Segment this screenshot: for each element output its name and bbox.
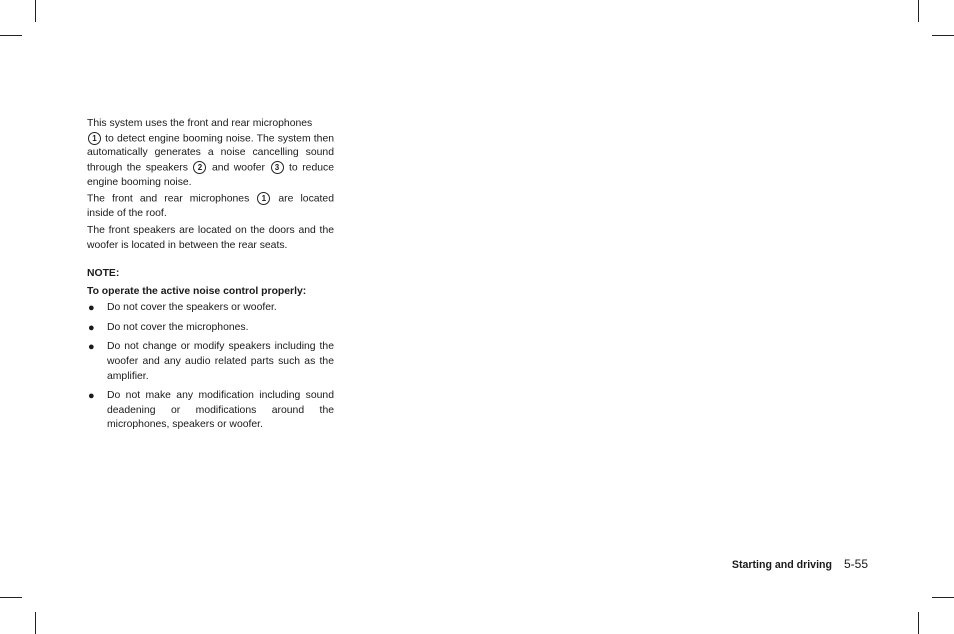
text: and woofer [207, 162, 270, 174]
list-item [87, 340, 334, 384]
text: This system uses the front and rear microphones [87, 118, 313, 129]
text-column [87, 117, 334, 438]
bullet-text: Do not cover the microphones. [107, 321, 249, 333]
text: are located inside of the roof. [87, 193, 334, 220]
bullet-icon: ● [88, 321, 95, 334]
paragraph-system-description [87, 117, 334, 190]
section-title: Starting and driving [731, 559, 832, 571]
paragraph-microphone-location [87, 192, 334, 221]
bullet-icon: ● [88, 341, 95, 354]
bullet-text: Do not make any modification including sound deadening or modifications around the microphones, speakers or woofer. [107, 390, 334, 431]
callout-number-icon: 2 [193, 161, 206, 174]
bullet-text: Do not change or modify speakers including the woofer and any audio related parts such as the amplifier. [107, 341, 334, 382]
crop-mark [918, 0, 919, 22]
callout-number-icon: 3 [271, 161, 284, 174]
bullet-text: Do not cover the speakers or woofer. [107, 302, 277, 314]
list-item [87, 301, 334, 316]
text: to reduce engine booming noise. [87, 162, 334, 188]
crop-mark [35, 0, 36, 22]
page-footer [732, 557, 868, 571]
note-bullet-list [87, 301, 334, 433]
list-item [87, 321, 334, 336]
note-heading: To operate the active noise control properly: [87, 285, 307, 297]
paragraph-speaker-location: The front speakers are located on the doors and the woofer is located in between the rear seats. [87, 224, 334, 251]
page-number: 5-55 [843, 557, 868, 571]
text: to detect engine booming noise. The system then automatically generates a noise cancelling sound through the speakers [87, 132, 334, 174]
list-item [87, 389, 334, 433]
callout-number-icon: 1 [257, 192, 270, 205]
crop-mark [932, 35, 954, 36]
text: The front and rear microphones [87, 193, 257, 205]
crop-mark [932, 597, 954, 598]
bullet-icon: ● [88, 302, 95, 315]
crop-mark [35, 612, 36, 634]
bullet-icon: ● [88, 390, 95, 403]
note-label: NOTE: [87, 268, 120, 280]
crop-mark [0, 597, 22, 598]
crop-mark [918, 612, 919, 634]
crop-mark [0, 35, 22, 36]
callout-number-icon: 1 [88, 132, 101, 145]
